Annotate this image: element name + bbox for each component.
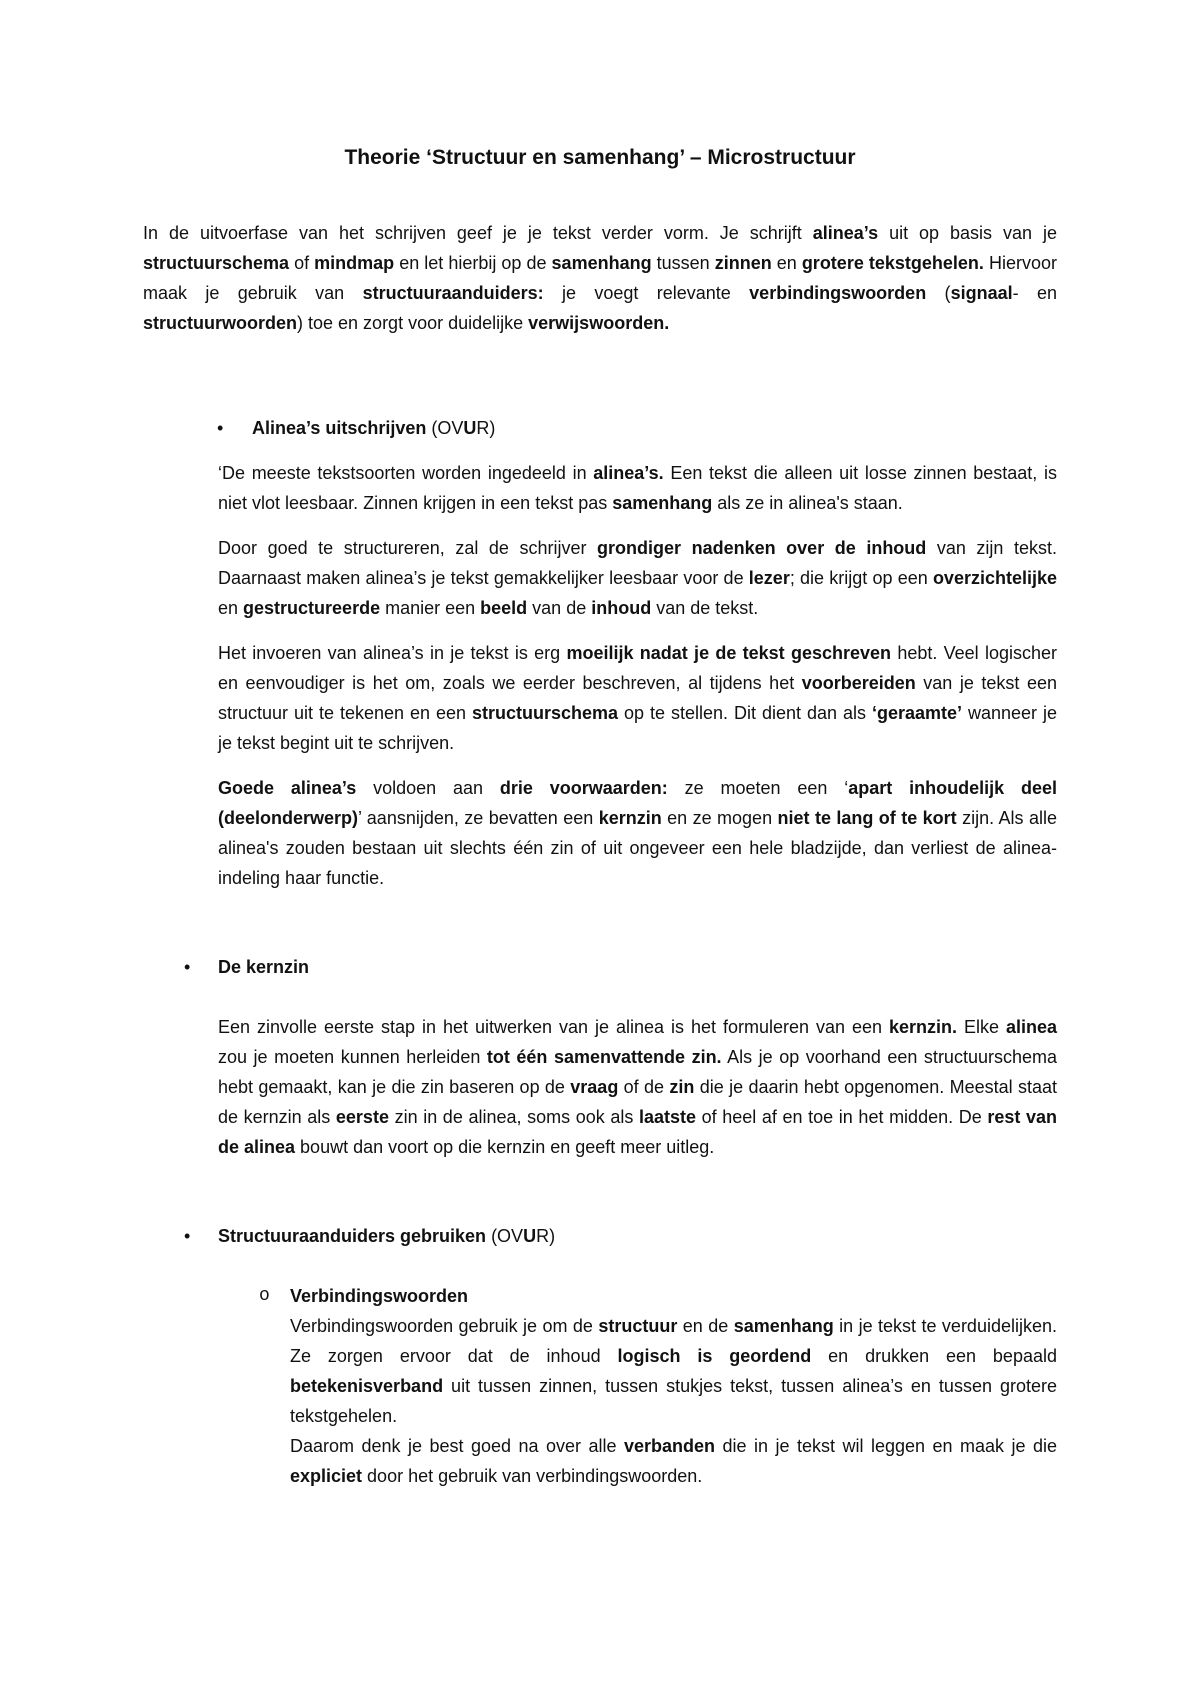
section-heading [143, 413, 1057, 443]
bold-term: signaal [950, 283, 1013, 303]
bold-term: Goede alinea’s [218, 778, 357, 798]
bullet-icon: • [184, 1226, 191, 1246]
text-run: zou je moeten kunnen herleiden [218, 1047, 487, 1067]
bold-term: zin [669, 1077, 695, 1097]
text-run: Een zinvolle eerste stap in het uitwerken van je alinea is het formuleren van een [218, 1017, 889, 1037]
bold-term: U [463, 418, 477, 438]
subsection-verbindingswoorden [143, 1281, 1057, 1491]
subsection-heading [143, 1281, 1057, 1311]
bold-term: structuurschema [471, 703, 619, 723]
bold-term: Verbindingswoorden [290, 1286, 469, 1306]
text-run: ( [926, 283, 951, 303]
bold-term: verbindingswoorden [749, 283, 927, 303]
text-run: Hiervoor maak je gebruik van [143, 253, 1057, 303]
text-run: R) [536, 1226, 556, 1246]
bold-term: rest van de alinea [218, 1107, 1057, 1157]
bold-term: structuuraanduiders: [362, 283, 544, 303]
body-paragraph [218, 773, 1057, 893]
body-paragraph [218, 638, 1057, 758]
text-run: of [289, 253, 315, 273]
text-run: van zijn tekst. Daarnaast maken alinea’s je tekst gemakkelijker leesbaar voor de [218, 538, 1058, 588]
bold-term: lezer [748, 568, 790, 588]
text-run: zin in de alinea, soms ook als [388, 1107, 639, 1127]
text-run: en ze mogen [661, 808, 778, 828]
text-run: die je daarin hebt opgenomen. Meestal staat de kernzin als [218, 1077, 1057, 1127]
text-run: van de tekst. [651, 598, 759, 618]
bold-term: zinnen [714, 253, 772, 273]
bold-term: kernzin [598, 808, 662, 828]
text-run: In de uitvoerfase van het schrijven geef je je tekst verder vorm. Je schrijft [143, 223, 813, 243]
bold-term: alinea’s. [593, 463, 664, 483]
bold-term: vraag [570, 1077, 619, 1097]
text-run: bouwt dan voort op die kernzin en geeft meer uitleg. [295, 1137, 715, 1157]
text-run: ’ aansnijden, ze bevatten een [358, 808, 599, 828]
text-run: en [218, 598, 244, 618]
section-heading-text [252, 418, 495, 438]
bold-term: laatste [638, 1107, 697, 1127]
bold-term: overzichtelijke [932, 568, 1057, 588]
bold-term: kernzin. [888, 1017, 957, 1037]
bold-term: structuur [598, 1316, 678, 1336]
text-run: in je tekst te verduidelijken. Ze zorgen ervoor dat de inhoud [290, 1316, 1057, 1366]
body-paragraph [218, 533, 1057, 623]
bold-term: inhoud [591, 598, 652, 618]
text-run: als ze in alinea's staan. [712, 493, 903, 513]
text-run: van je tekst een structuur uit te tekenen en een [218, 673, 1057, 723]
text-run: Elke [957, 1017, 1006, 1037]
bold-term: moeilijk nadat je de tekst geschreven [566, 643, 892, 663]
text-run: of heel af en toe in het midden. De [696, 1107, 988, 1127]
bold-term: apart inhoudelijk deel (deelonderwerp) [218, 778, 1057, 828]
bold-term: niet te lang of te kort [777, 808, 957, 828]
body-paragraph [218, 1012, 1057, 1162]
text-run: Als je op voorhand een structuurschema hebt gemaakt, kan je die zin baseren op de [218, 1047, 1057, 1097]
bold-term: structuurschema [143, 253, 290, 273]
bold-term: expliciet [290, 1466, 363, 1486]
text-run: ze moeten een ‘ [667, 778, 849, 798]
bold-term: mindmap [314, 253, 395, 273]
text-run: Daarom denk je best goed na over alle [290, 1436, 625, 1456]
body-paragraph [290, 1431, 1057, 1491]
text-run: die in je tekst wil leggen en maak je die [715, 1436, 1057, 1456]
text-run: ‘De meeste tekstsoorten worden ingedeeld in [218, 463, 594, 483]
bold-term: samenhang [612, 493, 713, 513]
bold-term: drie voorwaarden: [499, 778, 668, 798]
section-heading [143, 952, 1057, 982]
subsection-heading-text [290, 1286, 468, 1306]
text-run: en let hierbij op de [394, 253, 552, 273]
section-heading [143, 1221, 1057, 1251]
text-run: manier een [380, 598, 481, 618]
text-run: - en [1012, 283, 1057, 303]
text-run: je voegt relevante [543, 283, 750, 303]
bold-term: alinea [1005, 1017, 1057, 1037]
bold-term: grondiger nadenken over de inhoud [597, 538, 927, 558]
text-run: Het invoeren van alinea’s in je tekst is erg [218, 643, 567, 663]
text-run: hebt. Veel logischer en eenvoudiger is het om, zoals we eerder beschreven, al tijdens het [218, 643, 1057, 693]
text-run: door het gebruik van verbindingswoorden. [362, 1466, 703, 1486]
text-run: (OV [426, 418, 464, 438]
text-run: R) [476, 418, 496, 438]
bold-term: grotere tekstgehelen. [801, 253, 984, 273]
bold-term: Alinea’s uitschrijven [252, 418, 427, 438]
text-run: van de [527, 598, 592, 618]
bold-term: gestructureerde [243, 598, 381, 618]
bold-term: beeld [480, 598, 528, 618]
text-run: ) toe en zorgt voor duidelijke [297, 313, 529, 333]
bold-term: eerste [335, 1107, 389, 1127]
bold-term: samenhang [551, 253, 652, 273]
text-run: uit op basis van je [878, 223, 1058, 243]
bullet-icon: • [184, 957, 191, 977]
bold-term: tot één samenvattende zin. [486, 1047, 722, 1067]
text-run: op te stellen. Dit dient dan als [618, 703, 872, 723]
body-paragraph [290, 1311, 1057, 1431]
bold-term: ‘geraamte’ [871, 703, 962, 723]
section-heading-text [218, 957, 309, 977]
section-structuuraanduiders [143, 1221, 1057, 1491]
text-run: wanneer je je tekst begint uit te schrijven. [218, 703, 1057, 753]
text-run: voldoen aan [356, 778, 500, 798]
hollow-bullet-icon: o [259, 1286, 270, 1306]
intro-paragraph [143, 218, 1057, 338]
bullet-icon: • [217, 418, 224, 438]
text-run: en drukken een bepaald [811, 1346, 1057, 1366]
bold-term: alinea’s [812, 223, 879, 243]
bold-term: verwijswoorden. [528, 313, 670, 333]
section-de-kernzin [143, 952, 1057, 1162]
body-paragraph [218, 458, 1057, 518]
bold-term: structuurwoorden [143, 313, 298, 333]
text-run: en de [677, 1316, 734, 1336]
text-run: Een tekst die alleen uit losse zinnen bestaat, is niet vlot leesbaar. Zinnen krijgen in een tekst pas [218, 463, 1057, 513]
section-heading-text [218, 1226, 555, 1246]
bold-term: De kernzin [218, 957, 310, 977]
section-alineas-uitschrijven [143, 413, 1057, 893]
text-run: Door goed te structureren, zal de schrijver [218, 538, 598, 558]
text-run: (OV [486, 1226, 524, 1246]
page-title: Theorie ‘Structuur en samenhang’ – Microstructuur [344, 146, 856, 169]
bold-term: Structuuraanduiders gebruiken [218, 1226, 487, 1246]
text-run: ; die krijgt op een [789, 568, 933, 588]
text-run: of de [618, 1077, 670, 1097]
text-run: uit tussen zinnen, tussen stukjes tekst, tussen alinea’s en tussen grotere tekstgehelen. [290, 1376, 1057, 1426]
bold-term: logisch is geordend [617, 1346, 812, 1366]
bold-term: betekenisverband [290, 1376, 444, 1396]
bold-term: verbanden [624, 1436, 716, 1456]
bold-term: samenhang [733, 1316, 834, 1336]
text-run: en [771, 253, 802, 273]
bold-term: U [523, 1226, 537, 1246]
bold-term: voorbereiden [801, 673, 916, 693]
text-run: Verbindingswoorden gebruik je om de [290, 1316, 599, 1336]
text-run: zijn. Als alle alinea's zouden bestaan uit slechts één zin of uit ongeveer een hele bladzijde, dan verliest de alinea-indeling haar functie. [218, 808, 1058, 888]
text-run: tussen [651, 253, 715, 273]
